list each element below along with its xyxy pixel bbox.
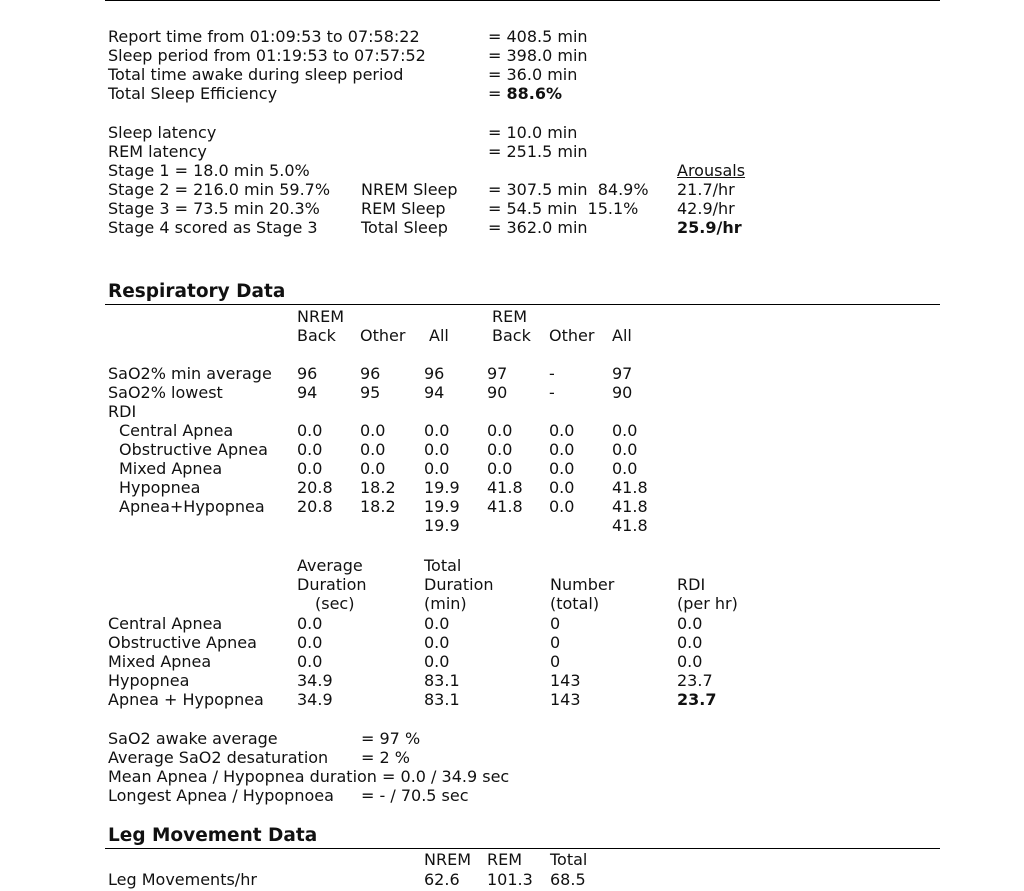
total-sleep-label: Total Sleep bbox=[361, 218, 448, 237]
respiratory-cell: 41.8 bbox=[612, 497, 648, 516]
event-cell: 0 bbox=[550, 614, 561, 633]
leg-value-total: 68.5 bbox=[550, 870, 586, 889]
respiratory-cell: 0.0 bbox=[549, 440, 575, 459]
rdi-header-1: RDI bbox=[677, 575, 706, 594]
sao2-desat-value: = 2 % bbox=[361, 748, 410, 767]
summary-label: Total Sleep Efficiency bbox=[108, 84, 278, 103]
event-cell: 34.9 bbox=[297, 671, 333, 690]
respiratory-cell: 97 bbox=[487, 364, 508, 383]
rem-group-header: REM bbox=[492, 307, 528, 326]
respiratory-cell: 0.0 bbox=[549, 478, 575, 497]
stage-3: Stage 3 = 73.5 min 20.3% bbox=[108, 199, 320, 218]
respiratory-cell: 41.8 bbox=[487, 478, 523, 497]
respiratory-cell: 96 bbox=[360, 364, 381, 383]
event-cell: 0.0 bbox=[297, 614, 323, 633]
event-cell: 0.0 bbox=[677, 614, 703, 633]
respiratory-row-label: SaO2% lowest bbox=[108, 383, 223, 402]
event-cell: 0.0 bbox=[424, 614, 450, 633]
respiratory-cell: 0.0 bbox=[549, 421, 575, 440]
respiratory-cell: 0.0 bbox=[360, 421, 386, 440]
leg-rule bbox=[105, 848, 940, 849]
event-row-label: Hypopnea bbox=[108, 671, 190, 690]
event-cell: 0 bbox=[550, 633, 561, 652]
avg-duration-header-1: Average bbox=[297, 556, 363, 575]
respiratory-row-label: Mixed Apnea bbox=[119, 459, 223, 478]
event-cell: 0 bbox=[550, 652, 561, 671]
event-row-label: Central Apnea bbox=[108, 614, 223, 633]
summary-label: Sleep period from 01:19:53 to 07:57:52 bbox=[108, 46, 426, 65]
event-cell: 23.7 bbox=[677, 690, 717, 709]
respiratory-cell: 19.9 bbox=[424, 478, 460, 497]
respiratory-cell: 0.0 bbox=[297, 421, 323, 440]
respiratory-cell: 0.0 bbox=[360, 440, 386, 459]
event-cell: 143 bbox=[550, 671, 581, 690]
sleep-latency-value: = 10.0 min bbox=[488, 123, 578, 142]
respiratory-cell: 0.0 bbox=[612, 440, 638, 459]
respiratory-cell: 95 bbox=[360, 383, 381, 402]
respiratory-cell: 0.0 bbox=[297, 459, 323, 478]
total-duration-header-2: Duration bbox=[424, 575, 494, 594]
respiratory-row-label: Apnea+Hypopnea bbox=[119, 497, 265, 516]
respiratory-cell: 0.0 bbox=[549, 459, 575, 478]
avg-duration-header-2: Duration bbox=[297, 575, 367, 594]
leg-title: Leg Movement Data bbox=[108, 825, 318, 846]
respiratory-cell: 41.8 bbox=[487, 497, 523, 516]
respiratory-cell: 19.9 bbox=[424, 497, 460, 516]
col-header-nrem-all: All bbox=[429, 326, 449, 345]
col-header-rem-all: All bbox=[612, 326, 632, 345]
arousals-nrem: 21.7/hr bbox=[677, 180, 735, 199]
respiratory-cell: 0.0 bbox=[424, 421, 450, 440]
respiratory-cell: - bbox=[549, 383, 555, 402]
event-cell: 0.0 bbox=[424, 633, 450, 652]
respiratory-cell: 20.8 bbox=[297, 497, 333, 516]
respiratory-row-label: RDI bbox=[108, 402, 137, 421]
col-header-nrem-other: Other bbox=[360, 326, 406, 345]
respiratory-cell: 96 bbox=[424, 364, 445, 383]
sleep-efficiency-value bbox=[488, 84, 562, 103]
respiratory-cell: 0.0 bbox=[487, 440, 513, 459]
arousals-header: Arousals bbox=[677, 161, 746, 180]
sleep-efficiency-percent: 88.6% bbox=[506, 84, 563, 103]
mean-duration-line: Mean Apnea / Hypopnea duration = 0.0 / 34.9 sec bbox=[108, 767, 510, 786]
event-row-label: Apnea + Hypopnea bbox=[108, 690, 264, 709]
respiratory-cell: 96 bbox=[297, 364, 318, 383]
col-header-nrem-back: Back bbox=[297, 326, 336, 345]
respiratory-row-label: Hypopnea bbox=[119, 478, 201, 497]
summary-label: Total time awake during sleep period bbox=[108, 65, 404, 84]
respiratory-cell: 90 bbox=[487, 383, 508, 402]
respiratory-cell: 97 bbox=[612, 364, 633, 383]
sleep-latency-label: Sleep latency bbox=[108, 123, 217, 142]
summary-value: = 36.0 min bbox=[488, 65, 578, 84]
stage-4: Stage 4 scored as Stage 3 bbox=[108, 218, 318, 237]
respiratory-cell: 0.0 bbox=[297, 440, 323, 459]
respiratory-cell: 94 bbox=[424, 383, 445, 402]
event-cell: 0.0 bbox=[677, 652, 703, 671]
respiratory-cell: 0.0 bbox=[612, 459, 638, 478]
rem-latency-value: = 251.5 min bbox=[488, 142, 588, 161]
respiratory-cell: 41.8 bbox=[612, 516, 648, 535]
avg-duration-header-3: (sec) bbox=[315, 594, 355, 613]
event-cell: 83.1 bbox=[424, 671, 460, 690]
sao2-awake-label: SaO2 awake average bbox=[108, 729, 278, 748]
summary-value: = 408.5 min bbox=[488, 27, 588, 46]
event-row-label: Mixed Apnea bbox=[108, 652, 212, 671]
total-duration-header-1: Total bbox=[424, 556, 462, 575]
respiratory-row-label: Obstructive Apnea bbox=[119, 440, 268, 459]
col-header-rem-other: Other bbox=[549, 326, 595, 345]
respiratory-cell: 0.0 bbox=[487, 459, 513, 478]
event-cell: 0.0 bbox=[424, 652, 450, 671]
longest-value: = - / 70.5 sec bbox=[361, 786, 469, 805]
leg-value-rem: 101.3 bbox=[487, 870, 533, 889]
rem-sleep-label: REM Sleep bbox=[361, 199, 446, 218]
leg-value-nrem: 62.6 bbox=[424, 870, 460, 889]
rem-latency-label: REM latency bbox=[108, 142, 207, 161]
summary-label: Report time from 01:09:53 to 07:58:22 bbox=[108, 27, 420, 46]
sao2-desat-label: Average SaO2 desaturation bbox=[108, 748, 329, 767]
nrem-sleep-label: NREM Sleep bbox=[361, 180, 458, 199]
nrem-sleep-value: = 307.5 min 84.9% bbox=[488, 180, 649, 199]
leg-row-label: Leg Movements/hr bbox=[108, 870, 257, 889]
leg-header-total: Total bbox=[550, 850, 588, 869]
respiratory-cell: 0.0 bbox=[360, 459, 386, 478]
respiratory-cell: 0.0 bbox=[549, 497, 575, 516]
arousals-total: 25.9/hr bbox=[677, 218, 742, 237]
respiratory-cell: 18.2 bbox=[360, 497, 396, 516]
respiratory-cell: 0.0 bbox=[424, 459, 450, 478]
respiratory-cell: 94 bbox=[297, 383, 318, 402]
event-cell: 0.0 bbox=[297, 633, 323, 652]
respiratory-cell: 0.0 bbox=[487, 421, 513, 440]
leg-header-rem: REM bbox=[487, 850, 523, 869]
respiratory-cell: - bbox=[549, 364, 555, 383]
respiratory-title: Respiratory Data bbox=[108, 281, 286, 302]
sao2-awake-value: = 97 % bbox=[361, 729, 421, 748]
respiratory-row-label: SaO2% min average bbox=[108, 364, 272, 383]
total-sleep-value: = 362.0 min bbox=[488, 218, 588, 237]
longest-label: Longest Apnea / Hypopnoea bbox=[108, 786, 334, 805]
respiratory-cell: 0.0 bbox=[424, 440, 450, 459]
leg-header-nrem: NREM bbox=[424, 850, 471, 869]
top-rule bbox=[105, 0, 940, 1]
stage-1: Stage 1 = 18.0 min 5.0% bbox=[108, 161, 310, 180]
respiratory-cell: 19.9 bbox=[424, 516, 460, 535]
summary-value: = 398.0 min bbox=[488, 46, 588, 65]
respiratory-cell: 18.2 bbox=[360, 478, 396, 497]
nrem-group-header: NREM bbox=[297, 307, 344, 326]
event-row-label: Obstructive Apnea bbox=[108, 633, 257, 652]
rem-sleep-value: = 54.5 min 15.1% bbox=[488, 199, 639, 218]
rdi-header-2: (per hr) bbox=[677, 594, 738, 613]
total-duration-header-3: (min) bbox=[424, 594, 467, 613]
respiratory-cell: 20.8 bbox=[297, 478, 333, 497]
number-header-2: (total) bbox=[550, 594, 600, 613]
event-cell: 23.7 bbox=[677, 671, 713, 690]
equals-sign: = bbox=[488, 84, 507, 103]
respiratory-row-label: Central Apnea bbox=[119, 421, 234, 440]
arousals-rem: 42.9/hr bbox=[677, 199, 735, 218]
event-cell: 34.9 bbox=[297, 690, 333, 709]
event-cell: 143 bbox=[550, 690, 581, 709]
respiratory-cell: 0.0 bbox=[612, 421, 638, 440]
stage-2: Stage 2 = 216.0 min 59.7% bbox=[108, 180, 331, 199]
event-cell: 0.0 bbox=[677, 633, 703, 652]
respiratory-rule bbox=[105, 304, 940, 305]
event-cell: 0.0 bbox=[297, 652, 323, 671]
event-cell: 83.1 bbox=[424, 690, 460, 709]
col-header-rem-back: Back bbox=[492, 326, 531, 345]
respiratory-cell: 90 bbox=[612, 383, 633, 402]
respiratory-cell: 41.8 bbox=[612, 478, 648, 497]
number-header-1: Number bbox=[550, 575, 615, 594]
